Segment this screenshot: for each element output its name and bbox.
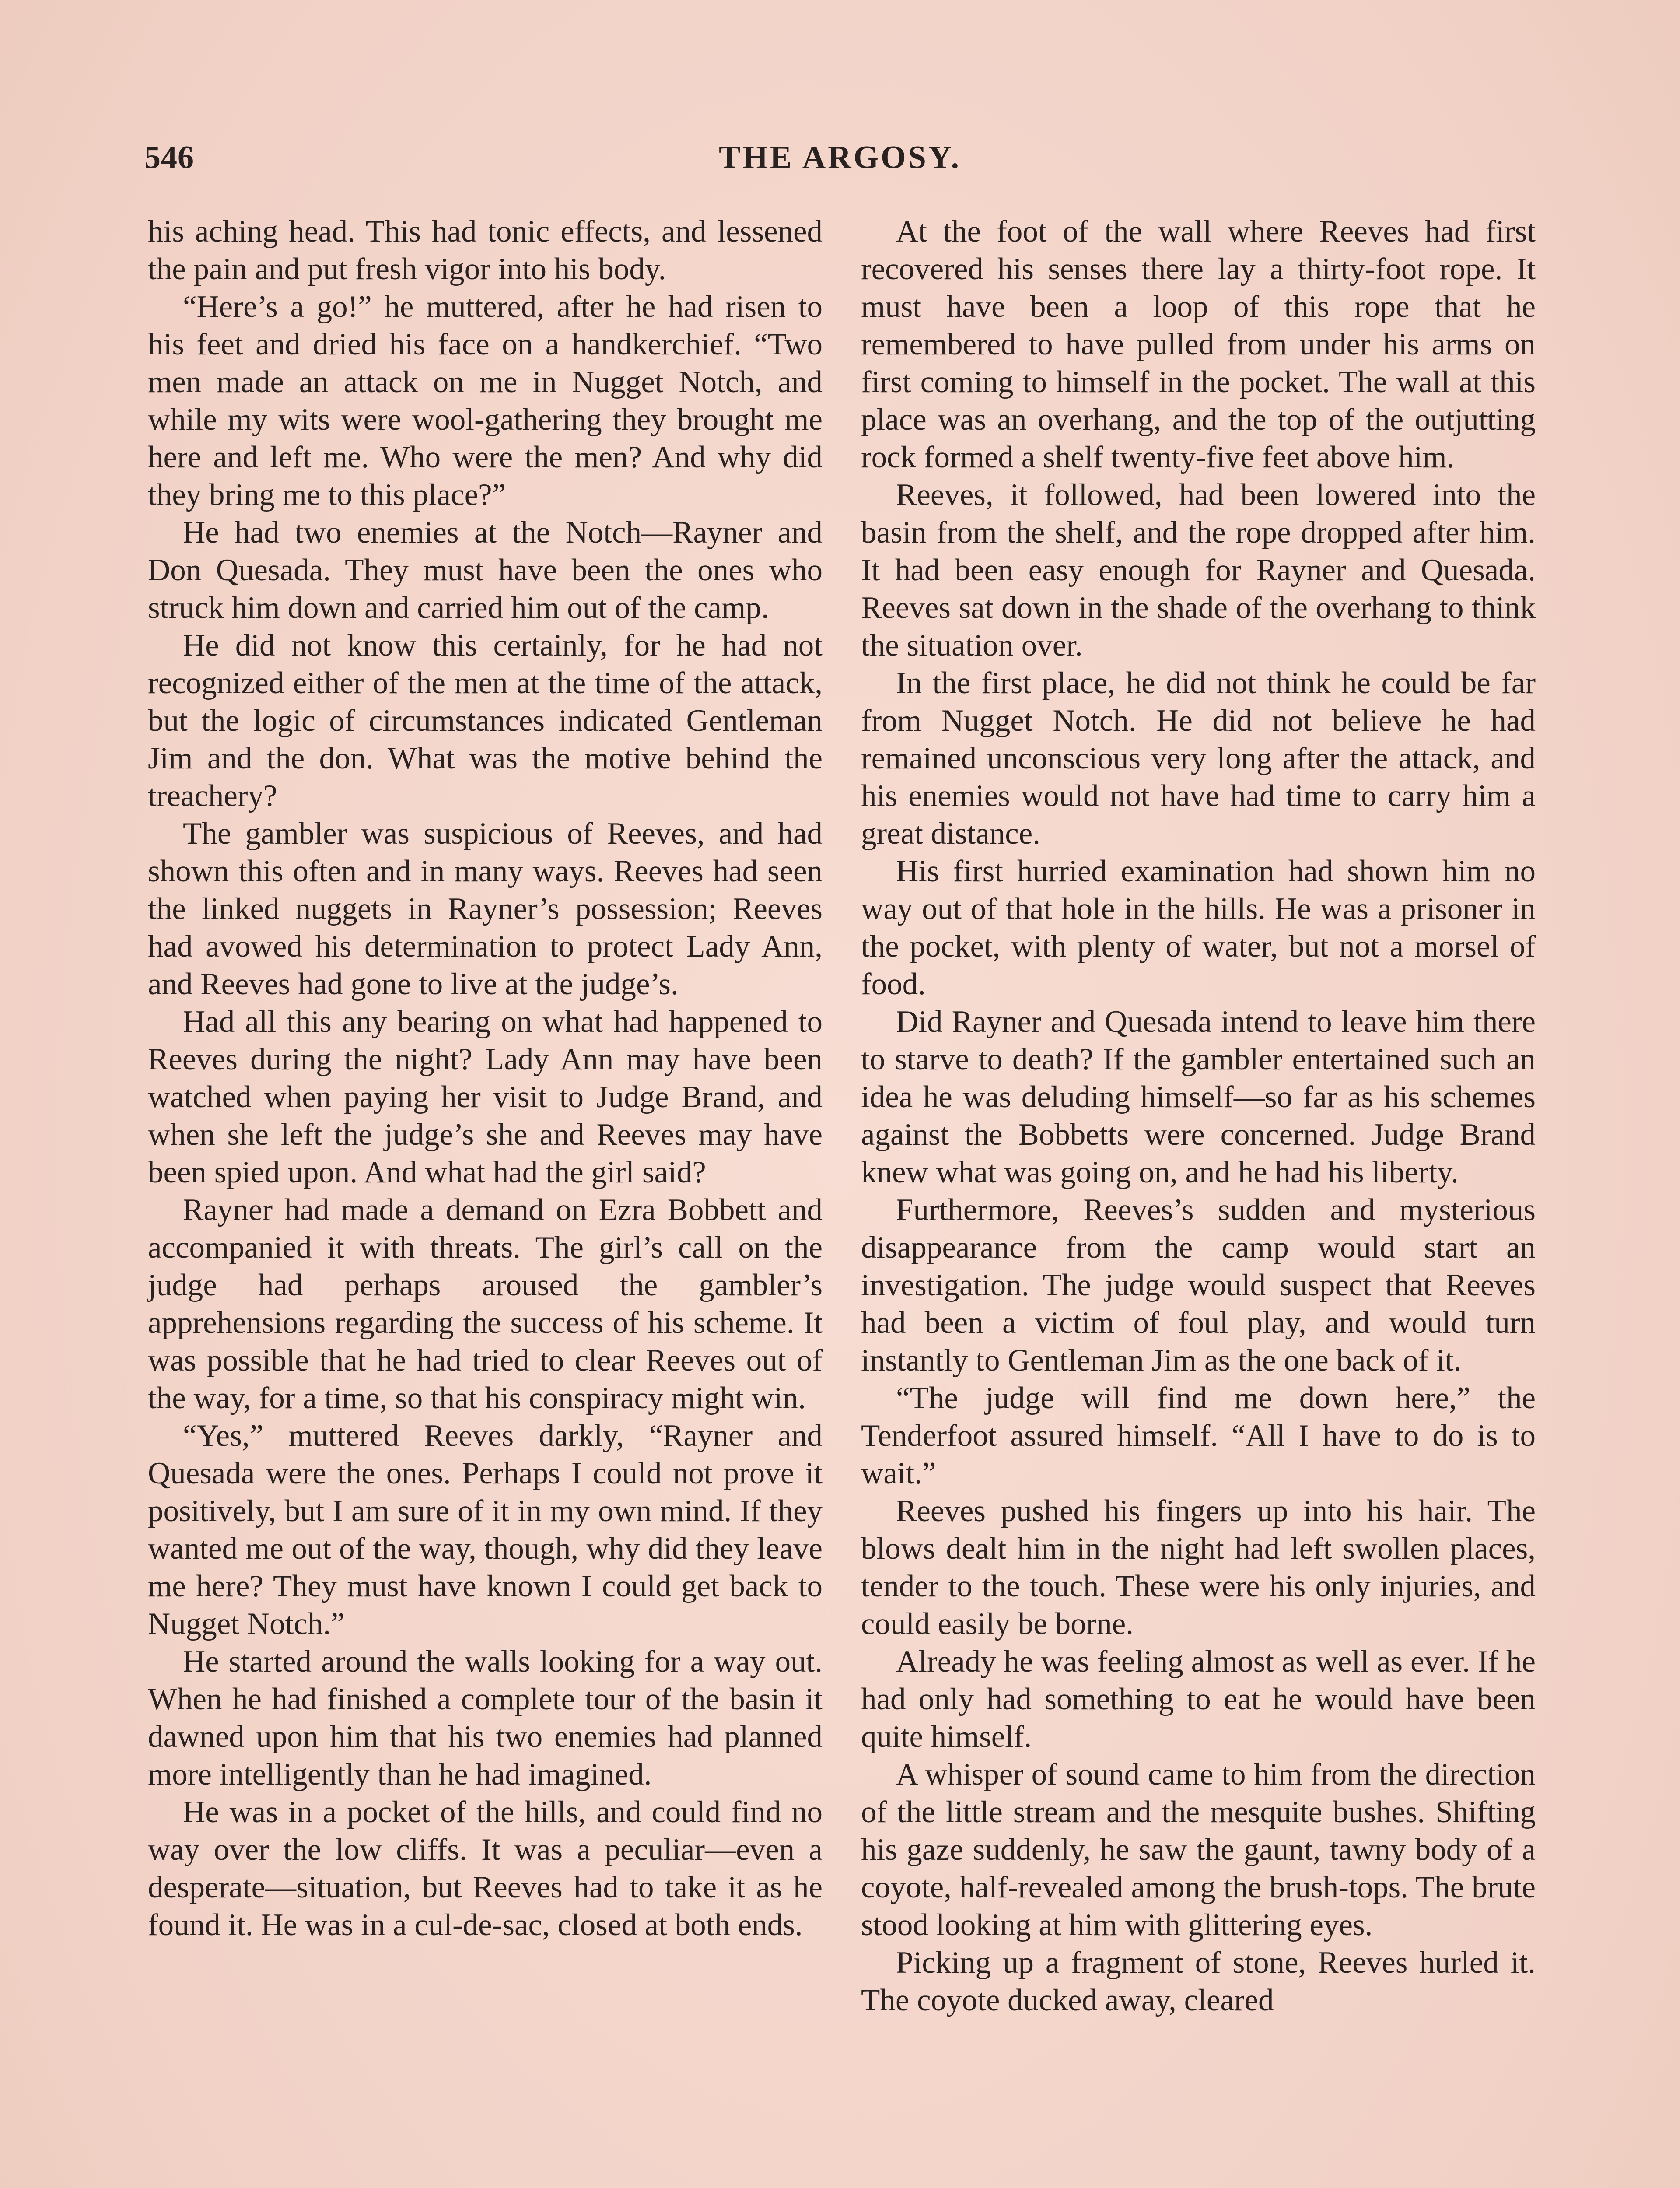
page-header: [144, 139, 1536, 183]
paragraph: Already he was feeling almost as well as ever. If he had only had something to eat he would have been quite himself.: [861, 1645, 1536, 1754]
paragraph: He had two enemies at the Notch—Rayner and Don Quesada. They must have been the ones who struck him down and carried him out of the camp.: [148, 515, 822, 625]
paragraph: At the foot of the wall where Reeves had first recovered his senses there lay a thirty-foot rope. It must have been a loop of this rope that he remembered to have pulled from under his arms on first coming to himself in the pocket. The wall at this place was an overhang, and the top of the outjutting rock formed a shelf twenty-five feet above him.: [861, 214, 1536, 474]
paragraph: He started around the walls looking for a way out. When he had finished a complete tour of the basin it dawned upon him that his two enemies had planned more intelligently than he had imagined.: [148, 1645, 822, 1792]
paragraph: Picking up a fragment of stone, Reeves hurled it. The coyote ducked away, cleared: [861, 1946, 1536, 2017]
paragraph: his aching head. This had tonic effects, and lessened the pain and put fresh vigor into his body.: [148, 214, 822, 286]
paragraph: “The judge will find me down here,” the Tenderfoot assured himself. “All I have to do is to wait.”: [861, 1381, 1536, 1490]
paragraph: Reeves pushed his fingers up into his hair. The blows dealt him in the night had left swollen places, tender to the touch. These were his only injuries, and could easily be borne.: [861, 1494, 1536, 1641]
running-head: THE ARGOSY.: [719, 140, 961, 175]
paragraph: The gambler was suspicious of Reeves, and had shown this often and in many ways. Reeves had seen the linked nuggets in Rayner’s possession; Reeves had avowed his determination to protect Lady Ann, and Reeves had gone to live at the judge’s.: [148, 817, 822, 1001]
paragraph: In the first place, he did not think he could be far from Nugget Notch. He did not believe he had remained unconscious very long after the attack, and his enemies would not have had time to carry him a great distance.: [861, 666, 1536, 851]
paragraph: His first hurried examination had shown him no way out of that hole in the hills. He was a prisoner in the pocket, with plenty of water, but not a morsel of food.: [861, 854, 1536, 1001]
paragraph: Furthermore, Reeves’s sudden and mysterious disappearance from the camp would start an investigation. The judge would suspect that Reeves had been a victim of foul play, and would turn instantly to Gentleman Jim as the one back of it.: [861, 1193, 1536, 1378]
paragraph: He did not know this certainly, for he had not recognized either of the men at the time of the attack, but the logic of circumstances indicated Gentleman Jim and the don. What was the motive behind the treachery?: [148, 628, 822, 813]
paragraph: “Yes,” muttered Reeves darkly, “Rayner and Quesada were the ones. Perhaps I could not prove it positively, but I am sure of it in my own mind. If they wanted me out of the way, though, why did they leave me here? They must have known I could get back to Nugget Notch.”: [148, 1419, 822, 1641]
paragraph: A whisper of sound came to him from the direction of the little stream and the mesquite bushes. Shifting his gaze suddenly, he saw the gaunt, tawny body of a coyote, half-revealed among the brush-tops. The brute stood looking at him with glittering eyes.: [861, 1757, 1536, 1942]
paragraph: “Here’s a go!” he muttered, after he had risen to his feet and dried his face on a handkerchief. “Two men made an attack on me in Nugget Notch, and while my wits were wool-gathering they brought me here and left me. Who were the men? And why did they bring me to this place?”: [148, 290, 822, 512]
paragraph: Had all this any bearing on what had happened to Reeves during the night? Lady Ann may have been watched when paying her visit to Judge Brand, and when she left the judge’s she and Reeves may have been spied upon. And what had the girl said?: [148, 1005, 822, 1189]
page-number: 546: [144, 140, 194, 175]
paragraph: Reeves, it followed, had been lowered into the basin from the shelf, and the rope dropped after him. It had been easy enough for Rayner and Quesada. Reeves sat down in the shade of the overhang to think the situation over.: [861, 478, 1536, 663]
paragraph: Did Rayner and Quesada intend to leave him there to starve to death? If the gambler entertained such an idea he was deluding himself—so far as his schemes against the Bobbetts were concerned. Judge Brand knew what was going on, and he had his liberty.: [861, 1005, 1536, 1189]
paragraph: He was in a pocket of the hills, and could find no way over the low cliffs. It was a peculiar—even a desperate—situation, but Reeves had to take it as he found it. He was in a cul-de-sac, closed at both ends.: [148, 1795, 822, 1942]
left-text-column: [148, 213, 822, 1944]
right-text-column: [861, 213, 1536, 2019]
paragraph: Rayner had made a demand on Ezra Bobbett and accompanied it with threats. The girl’s call on the judge had perhaps aroused the gambler’s apprehensions regarding the success of his scheme. It was possible that he had tried to clear Reeves out of the way, for a time, so that his conspiracy might win.: [148, 1193, 822, 1415]
